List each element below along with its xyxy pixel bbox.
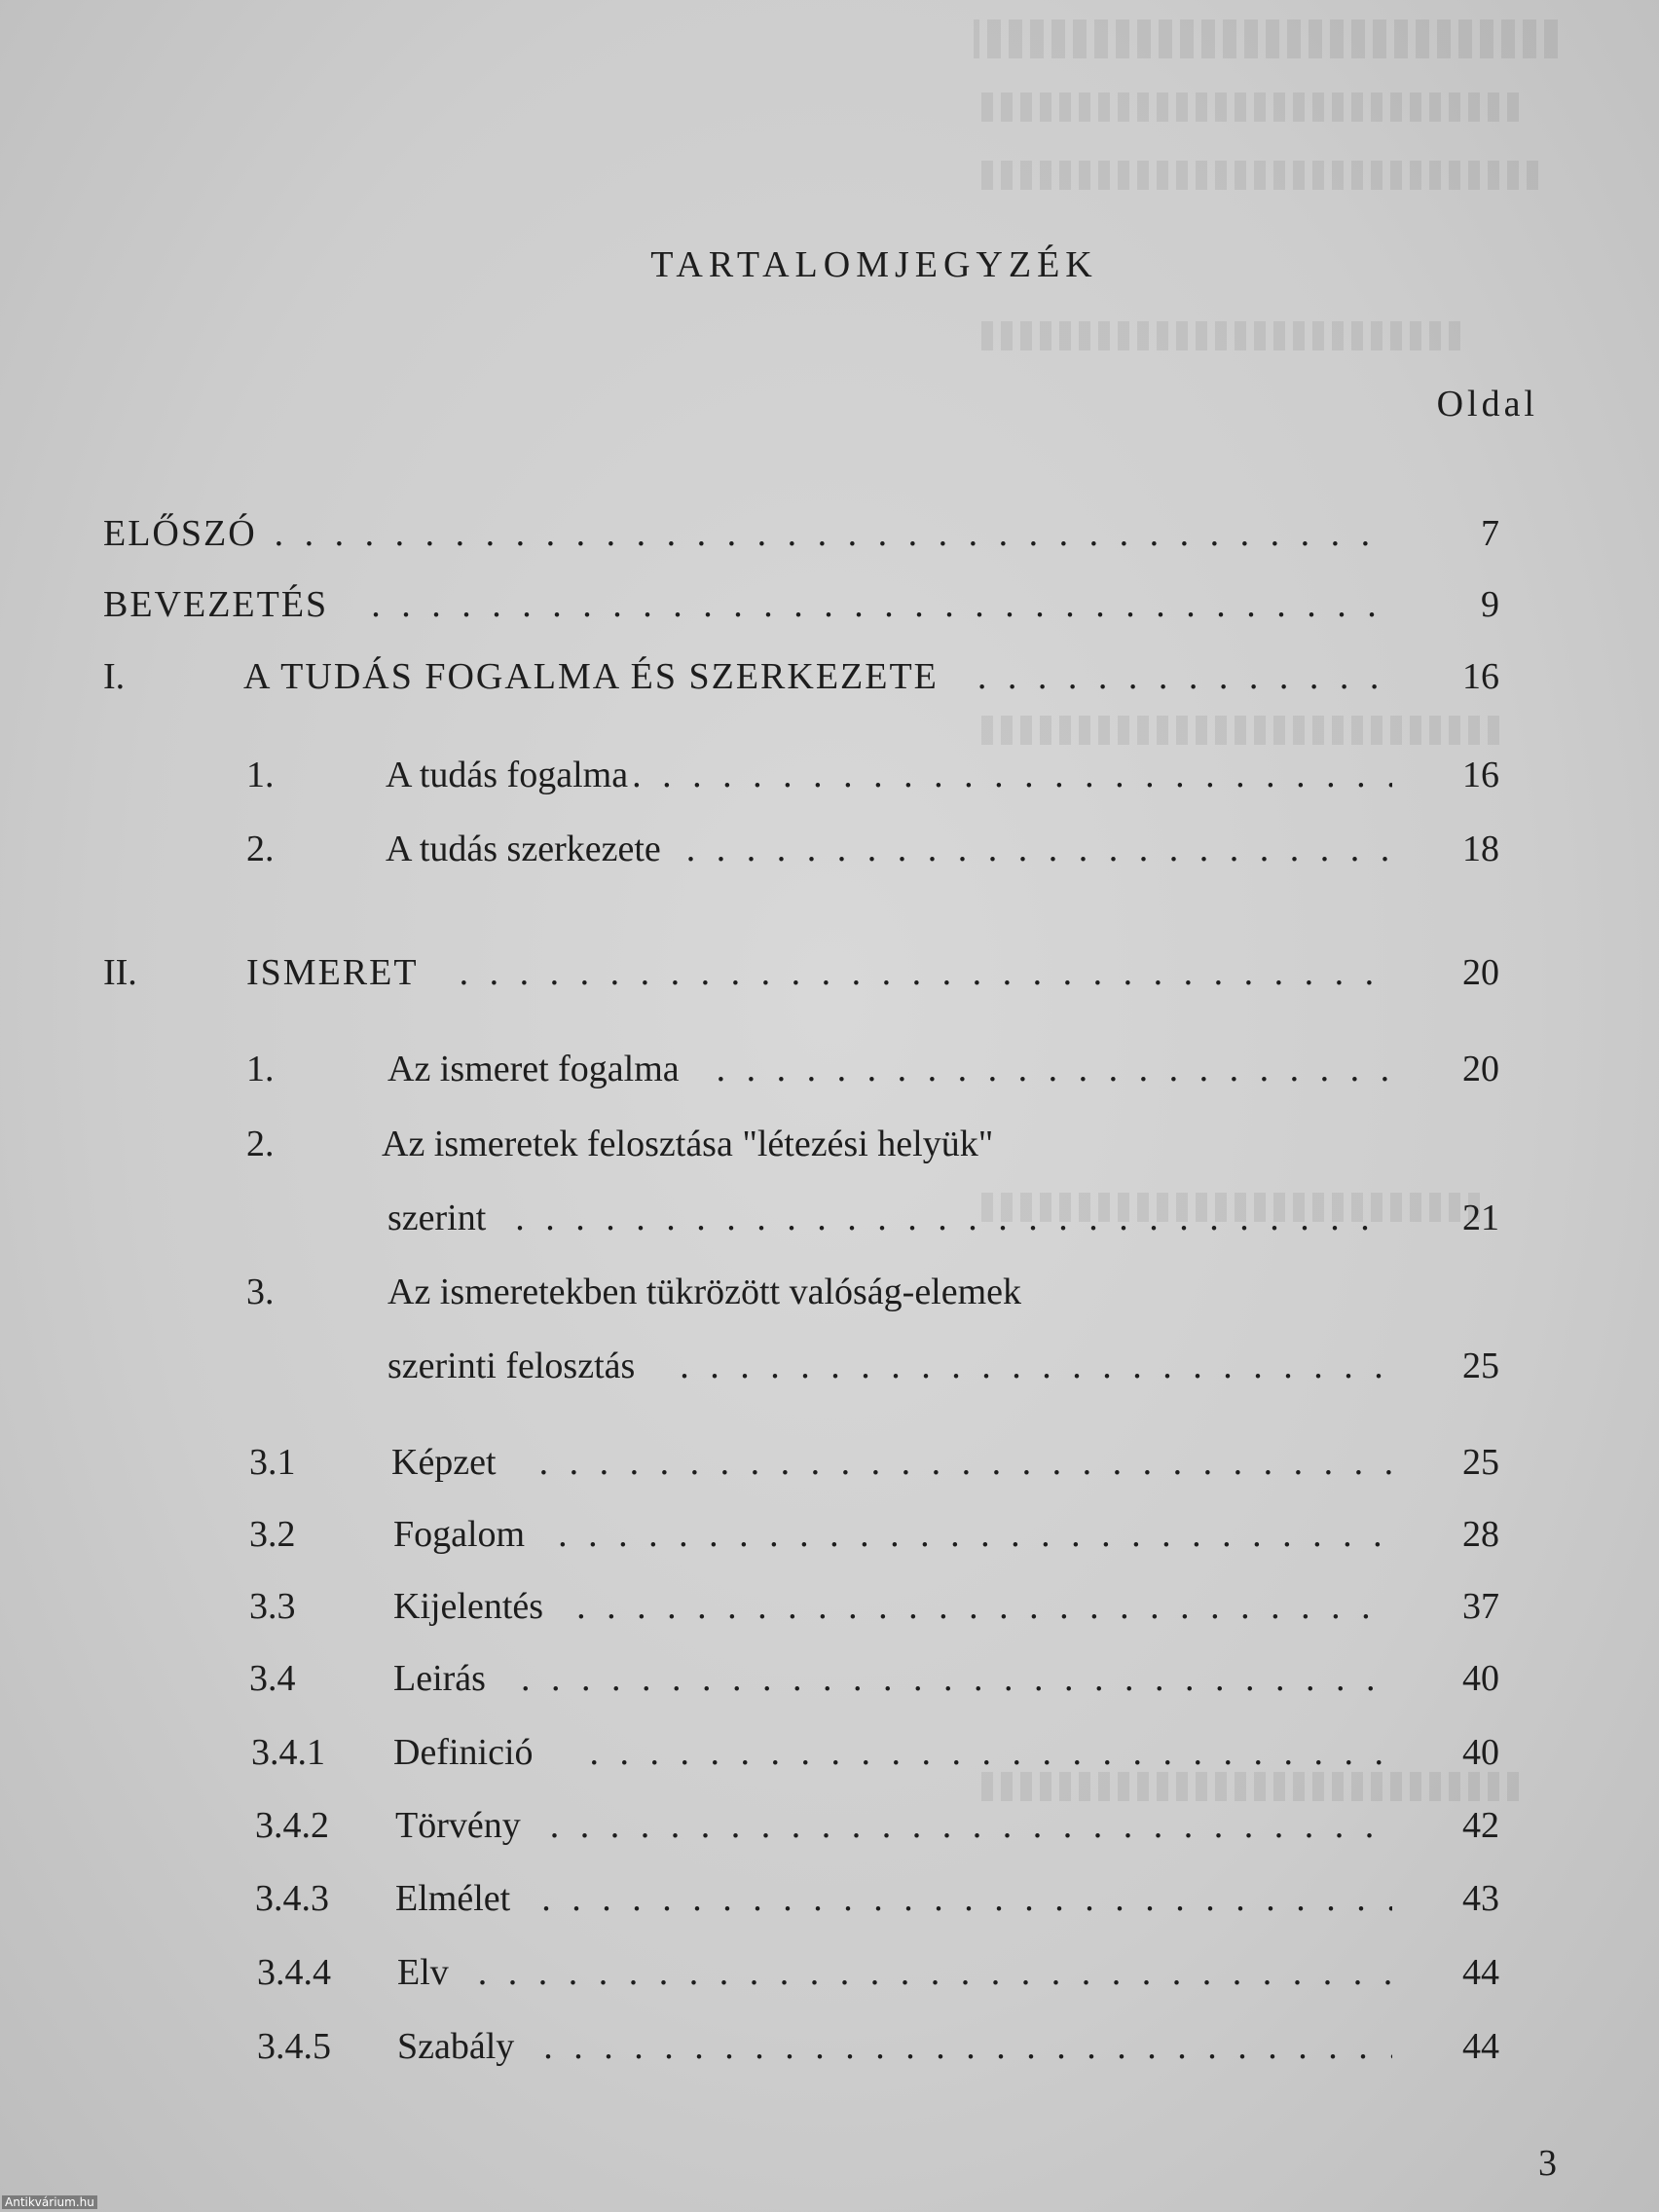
- leader-dots: [478, 1950, 1392, 1995]
- leader-dots: [590, 1730, 1392, 1775]
- toc-entry-page: 16: [1462, 755, 1499, 795]
- toc-entry-number: 2.: [246, 829, 275, 869]
- leader-dots: [558, 1512, 1392, 1557]
- toc-entry-label: A tudás fogalma: [386, 755, 629, 795]
- toc-entry: [0, 1270, 1659, 1314]
- toc-entry-label: Az ismeret fogalma: [387, 1049, 680, 1089]
- page-number: 3: [1538, 2143, 1557, 2184]
- toc-entry-page: 28: [1462, 1514, 1499, 1555]
- toc-entry-page: 40: [1462, 1732, 1499, 1773]
- toc-entry-page: 18: [1462, 829, 1499, 869]
- toc-entry-label: BEVEZETÉS: [103, 584, 329, 625]
- bleed-through-mark: [974, 161, 1538, 190]
- leader-dots: [460, 950, 1392, 995]
- toc-entry: [0, 511, 1659, 556]
- page-column-header: Oldal: [1436, 384, 1538, 424]
- toc-entry-number: I.: [103, 656, 126, 697]
- toc-entry: [0, 1512, 1659, 1557]
- toc-entry-number: 3.1: [249, 1442, 296, 1483]
- toc-entry-page: 25: [1462, 1346, 1499, 1386]
- watermark: Antikvárium.hu: [2, 2195, 97, 2209]
- toc-entry-page: 43: [1462, 1878, 1499, 1919]
- toc-chapter: [0, 950, 1659, 995]
- toc-entry-number: 3.4.2: [255, 1805, 329, 1846]
- leader-dots: [371, 582, 1392, 627]
- leader-dots: [521, 1656, 1392, 1701]
- page-title: TARTALOMJEGYZÉK: [650, 244, 1098, 285]
- toc-entry-label: Elv: [397, 1952, 449, 1993]
- toc-entry-number: 3.4: [249, 1658, 296, 1699]
- leader-dots: [717, 1047, 1392, 1091]
- toc-entry: [0, 1730, 1659, 1775]
- toc-entry-number: 1.: [246, 1049, 275, 1089]
- toc-entry-page: 16: [1462, 656, 1499, 697]
- toc-entry: [0, 1803, 1659, 1848]
- toc-entry-number: II.: [103, 952, 137, 993]
- toc-entry-label: Definició: [393, 1732, 534, 1773]
- toc-entry-label: Az ismeretek felosztása "létezési helyük": [382, 1124, 994, 1164]
- leader-dots: [515, 1196, 1392, 1240]
- toc-entry-number: 3.4.3: [255, 1878, 329, 1919]
- bleed-through-mark: [974, 92, 1519, 122]
- toc-entry-label: Szabály: [397, 2026, 515, 2067]
- toc-entry-label: Elmélet: [395, 1878, 511, 1919]
- toc-entry-label: Az ismeretekben tükrözött valóság-elemek: [387, 1272, 1022, 1312]
- toc-entry: [0, 1876, 1659, 1921]
- toc-entry-label: ELŐSZÓ: [103, 513, 257, 554]
- leader-dots: [977, 654, 1392, 699]
- toc-entry: [0, 1656, 1659, 1701]
- toc-entry-number: 2.: [246, 1124, 275, 1164]
- toc-entry: [0, 827, 1659, 871]
- toc-entry-label: Fogalom: [393, 1514, 526, 1555]
- leader-dots: [543, 2024, 1392, 2069]
- toc-entry-number: 3.4.4: [257, 1952, 331, 1993]
- toc-entry-page: 21: [1462, 1198, 1499, 1238]
- toc-entry-number: 3.4.1: [251, 1732, 325, 1773]
- toc-entry-number: 1.: [246, 755, 275, 795]
- toc-entry-page: 9: [1481, 584, 1499, 625]
- toc-entry-page: 44: [1462, 1952, 1499, 1993]
- toc-entry-number: 3.3: [249, 1586, 296, 1627]
- toc-entry-page: 40: [1462, 1658, 1499, 1699]
- toc-entry-page: 20: [1462, 1049, 1499, 1089]
- toc-entry: [0, 1584, 1659, 1629]
- toc-entry: [0, 2024, 1659, 2069]
- toc-entry: [0, 1047, 1659, 1091]
- toc-entry-number: 3.4.5: [257, 2026, 331, 2067]
- bleed-through-mark: [974, 321, 1460, 350]
- toc-entry-number: 3.2: [249, 1514, 296, 1555]
- toc-chapter: [0, 654, 1659, 699]
- toc-entry-label: Törvény: [395, 1805, 521, 1846]
- leader-dots: [686, 827, 1392, 871]
- toc-entry: [0, 1440, 1659, 1485]
- toc-entry-label: Leirás: [393, 1658, 486, 1699]
- toc-entry: [0, 582, 1659, 627]
- leader-dots: [541, 1876, 1392, 1921]
- bleed-through-mark: [974, 19, 1558, 58]
- toc-entry-page: 44: [1462, 2026, 1499, 2067]
- leader-dots: [680, 1344, 1392, 1388]
- toc-entry-page: 37: [1462, 1586, 1499, 1627]
- toc-entry-page: 7: [1481, 513, 1499, 554]
- leader-dots: [632, 753, 1392, 797]
- toc-entry-continuation: [0, 1196, 1659, 1240]
- toc-entry: [0, 1122, 1659, 1166]
- leader-dots: [550, 1803, 1392, 1848]
- toc-entry-label: ISMERET: [246, 952, 419, 993]
- toc-entry-label: Képzet: [391, 1442, 497, 1483]
- toc-entry: [0, 1950, 1659, 1995]
- toc-entry-label: A TUDÁS FOGALMA ÉS SZERKEZETE: [243, 656, 939, 697]
- toc-entry-label: Kijelentés: [393, 1586, 544, 1627]
- toc-entry-page: 25: [1462, 1442, 1499, 1483]
- toc-entry-page: 20: [1462, 952, 1499, 993]
- toc-entry-number: 3.: [246, 1272, 275, 1312]
- leader-dots: [275, 511, 1392, 556]
- toc-entry: [0, 753, 1659, 797]
- bleed-through-mark: [974, 716, 1499, 745]
- toc-entry-label-continuation: szerinti felosztás: [387, 1346, 636, 1386]
- toc-entry-page: 42: [1462, 1805, 1499, 1846]
- bleed-through-mark: [974, 1772, 1519, 1801]
- leader-dots: [539, 1440, 1392, 1485]
- toc-entry-label: A tudás szerkezete: [386, 829, 661, 869]
- leader-dots: [576, 1584, 1392, 1629]
- toc-entry-label-continuation: szerint: [387, 1198, 487, 1238]
- toc-entry-continuation: [0, 1344, 1659, 1388]
